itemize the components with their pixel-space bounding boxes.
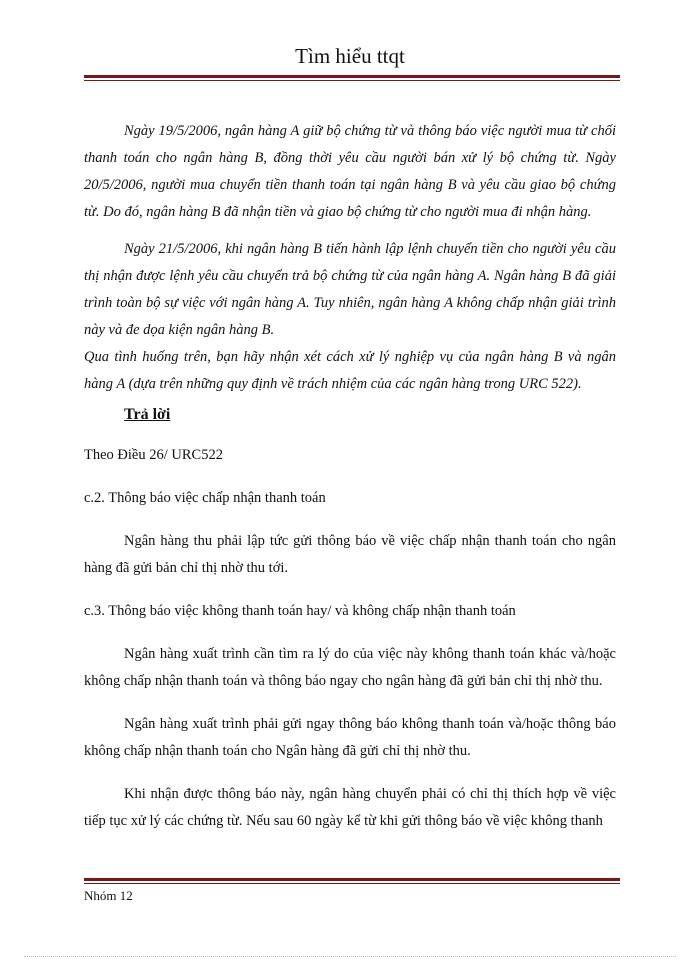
answer-heading: Trả lời	[124, 406, 171, 423]
page-break-line	[24, 956, 676, 957]
section-c2-text: Ngân hàng thu phải lập tức gửi thông báo về việc chấp nhận thanh toán cho ngân hàng đã gửi bản chỉ thị nhờ thu tới.	[84, 533, 616, 576]
question-prompt: Qua tình huống trên, bạn hãy nhận xét cách xử lý nghiệp vụ của ngân hàng B và ngân hàng A (dựa trên những quy định về trách nhiệm của các ngân hàng trong URC 522).	[84, 349, 616, 392]
header-rule	[84, 75, 620, 81]
footer-rule-thin	[84, 883, 620, 884]
header-rule-thin	[84, 80, 620, 81]
footer-rule	[84, 878, 620, 884]
section-c3-title: c.3. Thông báo việc không thanh toán hay/ và không chấp nhận thanh toán	[84, 603, 516, 619]
section-c3-paragraph-3: Khi nhận được thông báo này, ngân hàng chuyển phải có chỉ thị thích hợp về việc tiếp tục xử lý các chứng từ. Nếu sau 60 ngày kể từ khi gửi thông báo về việc không thanh	[84, 786, 616, 829]
footer-group-label: Nhóm 12	[84, 888, 133, 903]
section-c3-paragraph-2: Ngân hàng xuất trình phải gửi ngay thông báo không thanh toán và/hoặc thông báo không chấp nhận thanh toán cho Ngân hàng đã gửi chỉ thị nhờ thu.	[84, 716, 616, 759]
article-reference: Theo Điều 26/ URC522	[84, 447, 223, 463]
question-paragraph-2: Ngày 21/5/2006, khi ngân hàng B tiến hành lập lệnh chuyển tiền cho người yêu cầu thị nhận được lệnh yêu cầu chuyển trả bộ chứng từ của ngân hàng A. Ngân hàng B đã giải trình toàn bộ sự việc với ngân hàng A. Tuy nhiên, ngân hàng A không chấp nhận giải trình này và đe dọa kiện ngân hàng B.	[84, 241, 616, 338]
section-c3-paragraph-1: Ngân hàng xuất trình cần tìm ra lý do của việc này không thanh toán khác và/hoặc không chấp nhận thanh toán và thông báo ngay cho ngân hàng đã gửi bản chỉ thị nhờ thu.	[84, 646, 616, 689]
header-rule-thick	[84, 75, 620, 78]
page-header-title: Tìm hiểu ttqt	[295, 44, 405, 68]
question-paragraph-1: Ngày 19/5/2006, ngân hàng A giữ bộ chứng từ và thông báo việc người mua từ chối thanh toán cho ngân hàng B, đồng thời yêu cầu người bán xử lý bộ chứng từ. Ngày 20/5/2006, người mua chuyển tiền thanh toán tại ngân hàng B và yêu cầu giao bộ chứng từ. Do đó, ngân hàng B đã nhận tiền và giao bộ chứng từ cho người mua đi nhận hàng.	[84, 123, 616, 220]
footer-rule-thick	[84, 878, 620, 881]
page-body	[84, 118, 616, 835]
section-c2-title: c.2. Thông báo việc chấp nhận thanh toán	[84, 490, 326, 506]
